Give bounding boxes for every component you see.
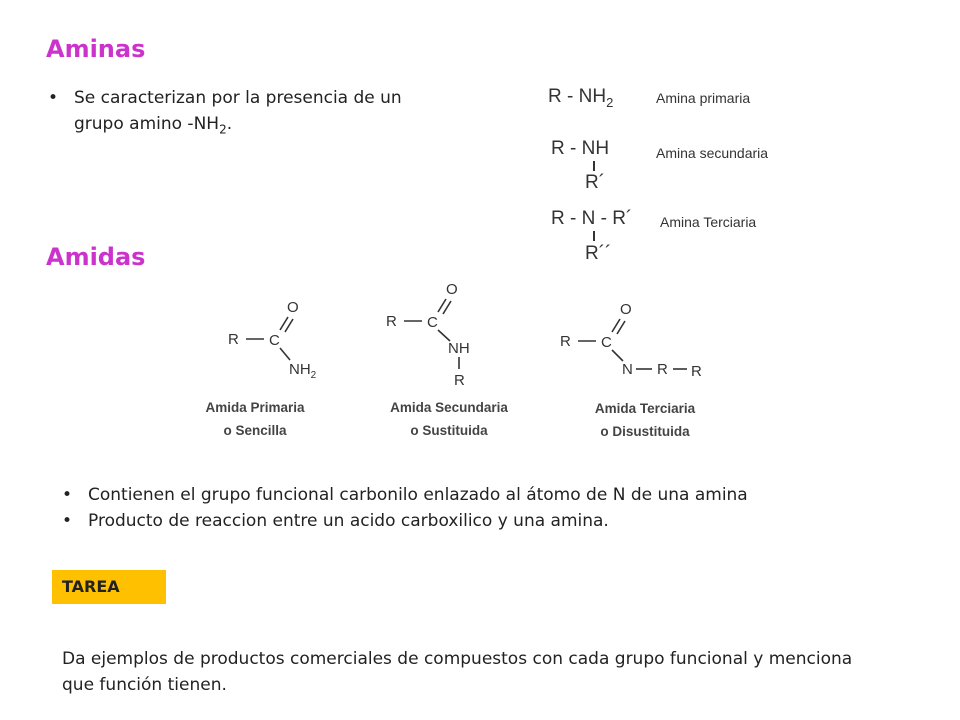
aminas-description — [48, 85, 408, 142]
amide-primary-r: R — [228, 331, 239, 348]
amine-tertiary-substituent: R´´ — [585, 243, 612, 264]
amide-tertiary-o: O — [620, 301, 632, 318]
amidas-bullet-1: • Contienen el grupo funcional carbonilo enlazado al átomo de N de una amina — [62, 482, 942, 508]
amide-primary-caption — [195, 400, 315, 438]
amide-secondary-nh: NH — [448, 340, 470, 357]
aminas-title: Aminas — [46, 35, 146, 63]
amide-primary-caption-line2: o Sencilla — [223, 423, 287, 438]
amide-primary-caption-line1: Amida Primaria — [205, 400, 305, 415]
amide-tertiary-c: C — [601, 334, 612, 351]
amine-secondary-bond — [593, 161, 595, 171]
amine-secondary-formula: R - NH — [551, 138, 610, 159]
amide-tertiary-caption-line1: Amida Terciaria — [594, 401, 696, 416]
amide-secondary-caption — [379, 400, 519, 438]
amine-tertiary-formula: R - N - R´ — [551, 208, 633, 229]
amide-secondary-caption-line1: Amida Secundaria — [390, 400, 508, 415]
amidas-title: Amidas — [46, 243, 146, 271]
amide-secondary-r: R — [386, 313, 397, 330]
amine-secondary-substituent: R´ — [585, 172, 606, 193]
amide-secondary-c: C — [427, 314, 438, 331]
aminas-description-end: . — [226, 114, 233, 134]
amine-primary-formula: R - $NH_2$ — [548, 86, 614, 110]
amide-tertiary-r2: R — [657, 361, 668, 378]
tarea-badge: TAREA — [52, 570, 166, 604]
amide-secondary-r2: R — [454, 372, 465, 389]
amine-secondary-label: Amina secundaria — [656, 145, 769, 161]
amine-tertiary-bond — [593, 231, 595, 241]
amide-secondary-structure — [386, 281, 470, 389]
amine-primary-label: Amina primaria — [656, 90, 751, 106]
aminas-description-text: Se caracterizan por la presencia de un grupo amino -NH — [74, 88, 402, 134]
amide-tertiary-r3: R — [691, 363, 702, 380]
aminas-bullet-list — [48, 85, 408, 142]
amide-structures — [190, 275, 730, 400]
amide-tertiary-n: N — [622, 361, 633, 378]
amide-primary-o: O — [287, 299, 299, 316]
amide-tertiary-caption — [580, 401, 710, 439]
amide-primary-c: C — [269, 332, 280, 349]
amide-tertiary-caption-line2: o Disustituida — [600, 424, 690, 439]
tarea-text: Da ejemplos de productos comerciales de compuestos con cada grupo funcional y menciona que función tienen. — [62, 649, 853, 695]
amide-tertiary-r: R — [560, 333, 571, 350]
amide-primary-structure — [228, 299, 317, 381]
amine-tertiary-label: Amina Terciaria — [660, 214, 757, 230]
amide-primary-nh2: $NH_2$ — [289, 361, 317, 381]
amidas-bullet-2: • Producto de reaccion entre un acido carboxilico y una amina. — [62, 508, 942, 534]
amide-secondary-caption-line2: o Sustituida — [410, 423, 488, 438]
amide-secondary-o: O — [446, 281, 458, 298]
amide-tertiary-structure — [560, 301, 702, 380]
aminas-description-subscript: 2 — [219, 122, 227, 137]
amidas-bullet-list — [62, 482, 942, 534]
